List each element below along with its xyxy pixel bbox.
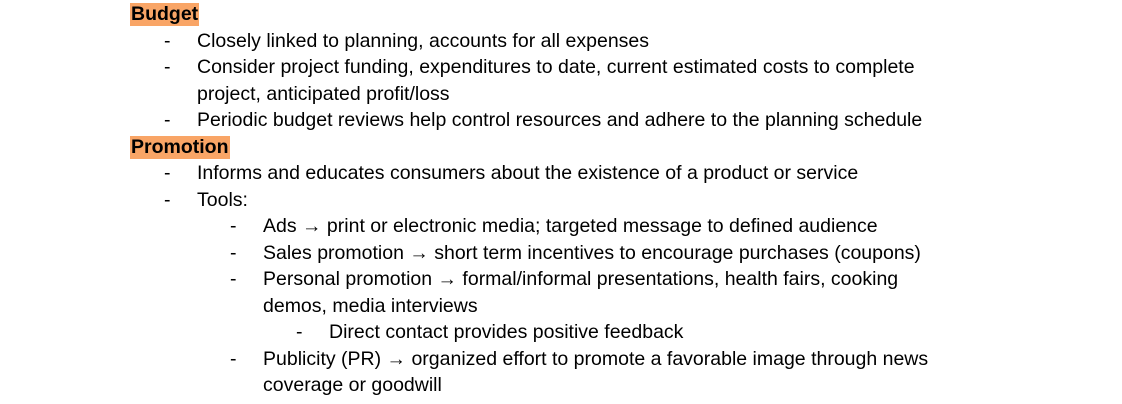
tool-item-text: Ads → print or electronic media; targeted message to defined audience <box>263 215 878 237</box>
budget-heading: Budget <box>131 3 199 25</box>
bullet-dash: - <box>230 347 237 370</box>
promotion-item <box>0 160 957 187</box>
bullet-dash: - <box>230 268 237 290</box>
budget-item <box>0 28 957 55</box>
tool-item-text: Publicity (PR) → organized effort to promote a favorable image through news coverage or goodwill <box>263 347 929 396</box>
budget-item-text: Consider project funding, expenditures to date, current estimated costs to complete project, anticipated profit/loss <box>197 56 915 105</box>
promotion-item <box>0 187 957 214</box>
bullet-dash: - <box>164 109 171 131</box>
budget-item <box>0 107 997 134</box>
tool-item-text: Personal promotion → formal/informal presentations, health fairs, cooking demos, media interviews <box>263 268 899 317</box>
budget-item <box>0 54 942 107</box>
budget-item-text: Closely linked to planning, accounts for all expenses <box>197 29 650 52</box>
tool-subitem <box>0 319 969 346</box>
promotion-heading: Promotion <box>131 135 229 158</box>
tool-item <box>0 213 963 240</box>
bullet-dash: - <box>164 188 171 211</box>
promotion-item-text: Tools: <box>197 188 248 211</box>
bullet-dash: - <box>296 321 303 343</box>
promotion-item-text: Informs and educates consumers about the existence of a product or service <box>197 162 859 184</box>
tool-subitem-text: Direct contact provides positive feedback <box>329 321 684 343</box>
bullet-dash: - <box>164 162 171 184</box>
bullet-dash: - <box>164 29 171 52</box>
document-body <box>0 1 1122 399</box>
tool-item-text: Sales promotion → short term incentives to encourage purchases (coupons) <box>263 241 921 264</box>
bullet-dash: - <box>230 215 237 237</box>
tool-item <box>0 266 933 319</box>
budget-heading-line <box>0 1 1122 28</box>
bullet-dash: - <box>164 56 171 78</box>
promotion-heading-line <box>0 134 1122 161</box>
tool-item <box>0 240 963 267</box>
budget-item-text: Periodic budget reviews help control resources and adhere to the planning schedule <box>197 109 923 131</box>
bullet-dash: - <box>230 241 237 264</box>
tool-item <box>0 346 968 399</box>
